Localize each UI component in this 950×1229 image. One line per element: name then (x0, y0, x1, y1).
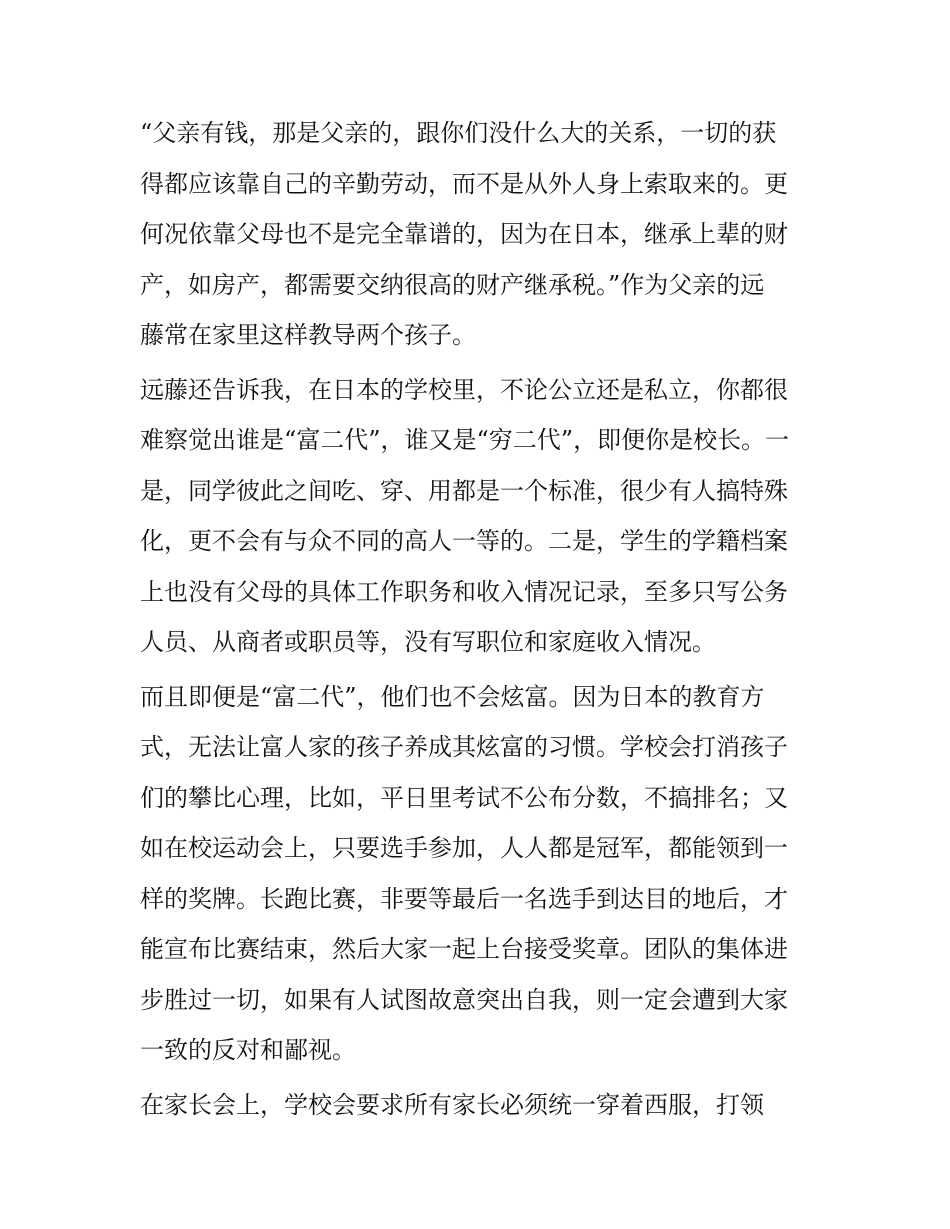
text-line: 人员、从商者或职员等，没有写职位和家庭收入情况。 (140, 628, 716, 656)
text-line: 上也没有父母的具体工作职务和收入情况记录，至多只写公务 (140, 577, 788, 606)
text-line: 们的攀比心理，比如，平日里考试不公布分数，不搞排名；又 (140, 783, 788, 812)
text-line: 远藤还告诉我，在日本的学校里，不论公立还是私立，你都很 (140, 375, 788, 404)
text-line: 一致的反对和鄙视。 (140, 1036, 356, 1064)
paragraph (140, 1080, 820, 1131)
text-line: 在家长会上，学校会要求所有家长必须统一穿着西服，打领 (140, 1090, 764, 1119)
text-line: 产，如房产，都需要交纳很高的财产继承税。”作为父亲的远 (140, 270, 765, 299)
text-line: 化，更不会有与众不同的高人一等的。二是，学生的学籍档案 (140, 527, 788, 555)
text-line: 得都应该靠自己的辛勤劳动，而不是从外人身上索取来的。更 (140, 169, 788, 198)
text-line: 而且即便是“富二代”，他们也不会炫富。因为日本的教育方 (140, 682, 765, 711)
text-line: 难察觉出谁是“富二代”，谁又是“穷二代”，即便你是校长。一 (140, 426, 790, 454)
text-line: “父亲有钱，那是父亲的，跟你们没什么大的关系，一切的获 (140, 119, 777, 147)
text-line: 何况依靠父母也不是完全靠谱的，因为在日本，继承上辈的财 (140, 220, 788, 248)
paragraph (140, 365, 820, 668)
document-body (140, 108, 820, 1130)
text-line: 步胜过一切，如果有人试图故意突出自我，则一定会遭到大家 (140, 985, 788, 1014)
text-line: 藤常在家里这样教导两个孩子。 (140, 321, 476, 349)
text-line: 能宣布比赛结束，然后大家一起上台接受奖章。团队的集体进 (140, 935, 788, 963)
text-line: 如在校运动会上，只要选手参加，人人都是冠军，都能领到一 (140, 834, 788, 862)
paragraph (140, 108, 820, 361)
text-line: 是，同学彼此之间吃、穿、用都是一个标准，很少有人搞特殊 (140, 476, 788, 505)
text-line: 样的奖牌。长跑比赛，非要等最后一名选手到达目的地后，才 (140, 884, 788, 913)
paragraph (140, 672, 820, 1076)
text-line: 式，无法让富人家的孩子养成其炫富的习惯。学校会打消孩子 (140, 733, 788, 761)
